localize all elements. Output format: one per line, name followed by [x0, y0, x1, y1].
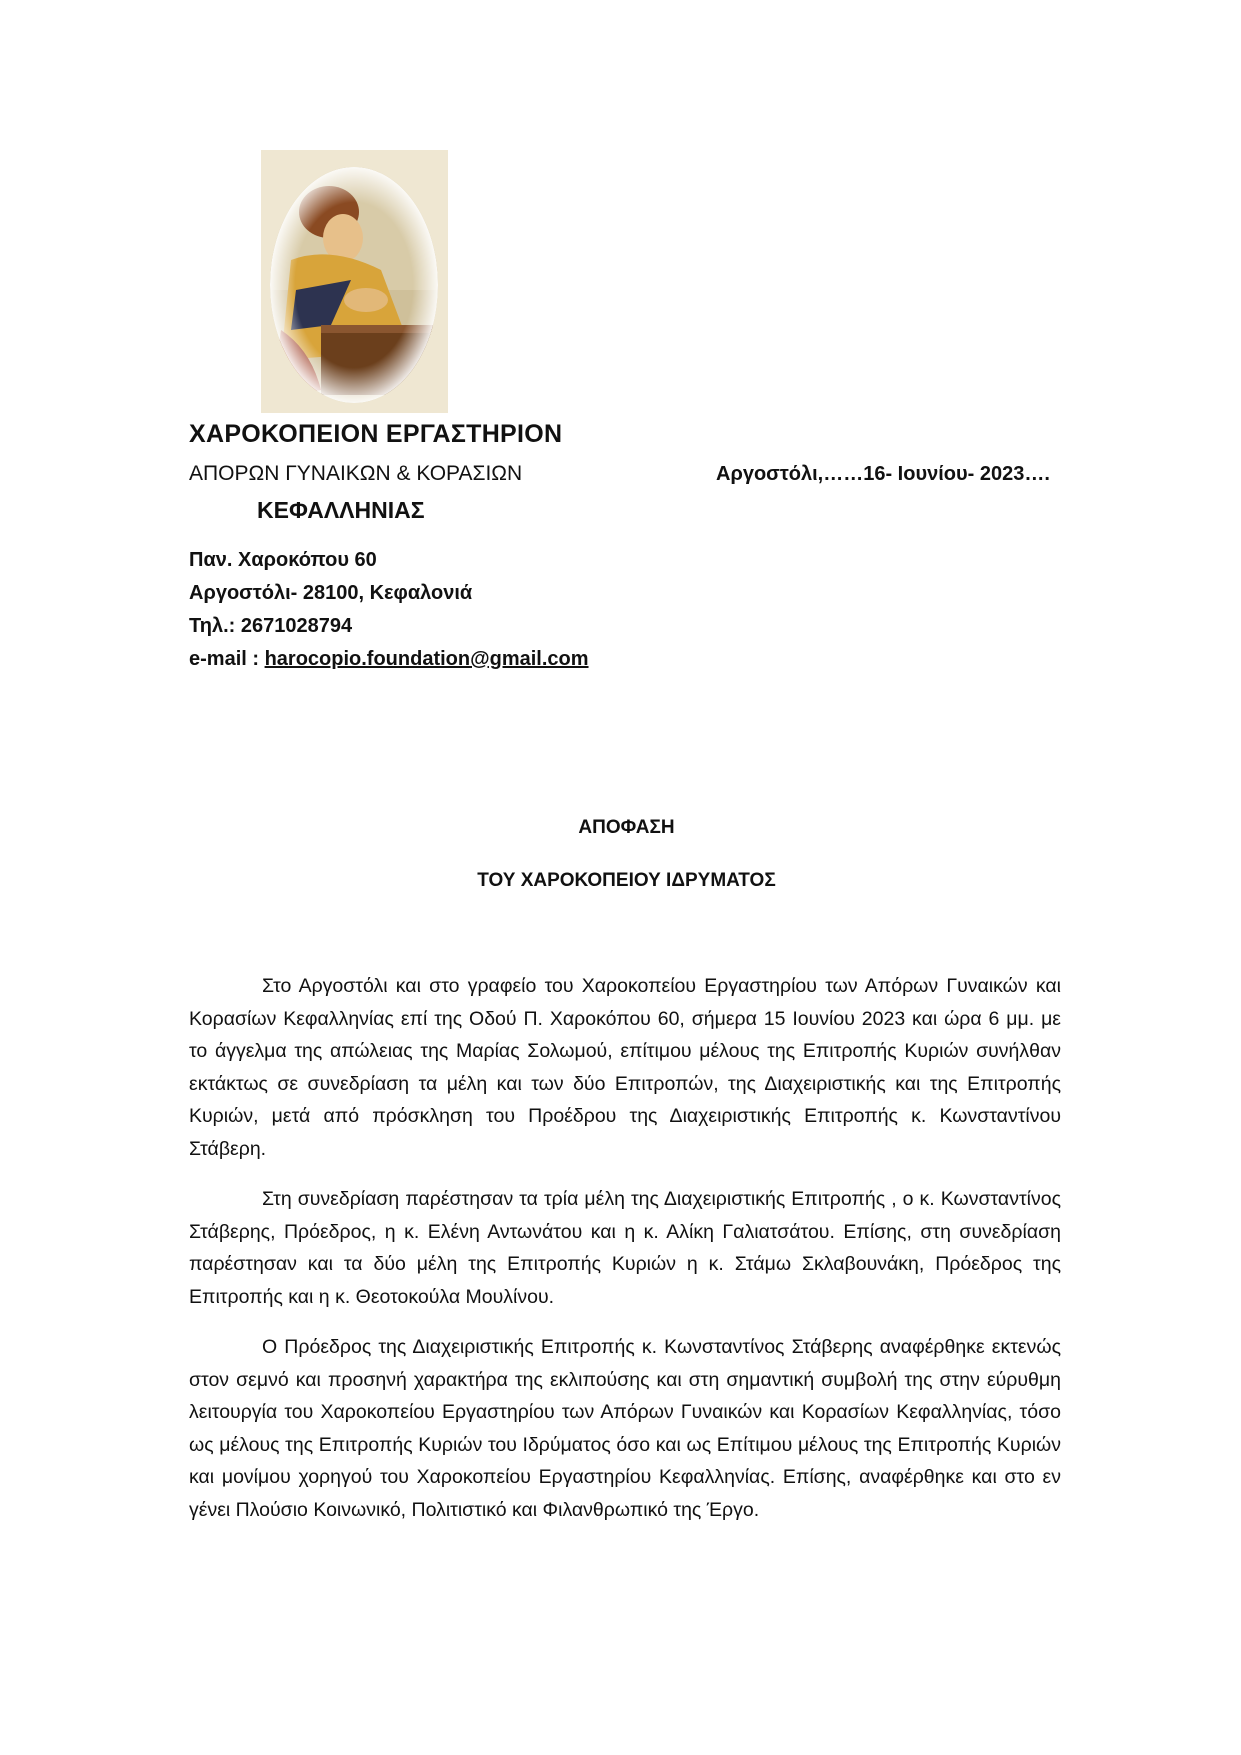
contact-city: Αργοστόλι- 28100, Κεφαλονιά: [189, 582, 473, 604]
email-label: e-mail :: [189, 648, 265, 670]
body-paragraph: Στη συνεδρίαση παρέστησαν τα τρία μέλη της Διαχειριστικής Επιτροπής , ο κ. Κωνσταντίνος Στάβερης, Πρόεδρος, η κ. Ελένη Αντωνάτου και η κ. Αλίκη Γαλιατσάτου. Επίσης, στη συνεδρίαση παρέστησαν και τα δύο μέλη της Επιτροπής Κυριών η κ. Στάμω Σκλαβουνάκη, Πρόεδρος της Επιτροπής και η κ. Θεοτοκούλα Μουλίνου.: [189, 1188, 1061, 1308]
contact-address: Παν. Χαροκόπου 60: [189, 549, 377, 571]
contact-block: [189, 544, 589, 676]
document-date: Αργοστόλι,……16- Ιουνίου- 2023….: [716, 463, 1050, 485]
lacemaker-portrait-logo: [261, 150, 448, 413]
body-paragraph: Στο Αργοστόλι και στο γραφείο του Χαροκοπείου Εργαστηρίου των Απόρων Γυναικών και Κορασίων Κεφαλληνίας επί της Οδού Π. Χαροκόπου 60, σήμερα 15 Ιουνίου 2023 και ώρα 6 μμ. με το άγγελμα της απώλειας της Μαρίας Σολωμού, επίτιμου μέλους της Επιτροπής Κυριών συνήλθαν εκτάκτως σε συνεδρίαση τα μέλη και των δύο Επιτροπών, της Διαχειριστικής και της Επιτροπής Κυριών, μετά από πρόσκληση του Προέδρου της Διαχειριστικής Επιτροπής κ. Κωνσταντίνου Στάβερη.: [189, 975, 1061, 1160]
contact-email-row: [189, 643, 589, 676]
org-name-line3: ΚΕΦΑΛΛΗΝΙΑΣ: [257, 497, 425, 523]
contact-phone: Τηλ.: 2671028794: [189, 615, 353, 637]
document-body: [189, 970, 1061, 1544]
document-subtitle: ΤΟΥ ΧΑΡΟΚΟΠΕΙΟΥ ΙΔΡΥΜΑΤΟΣ: [477, 870, 776, 891]
body-paragraph: Ο Πρόεδρος της Διαχειριστικής Επιτροπής κ. Κωνσταντίνος Στάβερης αναφέρθηκε εκτενώς στον σεμνό και προσηνή χαρακτήρα της εκλιπούσης και στη σημαντική συμβολή της στην εύρυθμη λειτουργία του Χαροκοπείου Εργαστηρίου των Απόρων Γυναικών και Κορασίων Κεφαλληνίας, τόσο ως μέλους της Επιτροπής Κυριών του Ιδρύματος όσο και ως Επίτιμου μέλους της Επιτροπής Κυριών και μονίμου χορηγού του Χαροκοπείου Εργαστηρίου Κεφαλληνίας. Επίσης, αναφέρθηκε και στο εν γένει Πλούσιο Κοινωνικό, Πολιτιστικό και Φιλανθρωπικό της Έργο.: [189, 1336, 1061, 1521]
document-title: ΑΠΟΦΑΣΗ: [578, 817, 675, 838]
org-name-line2: ΑΠΟΡΩΝ ΓΥΝΑΙΚΩΝ & ΚΟΡΑΣΙΩΝ: [189, 462, 523, 485]
org-name-line1: ΧΑΡΟΚΟΠΕΙΟΝ ΕΡΓΑΣΤΗΡΙΟΝ: [189, 420, 563, 448]
email-link[interactable]: harocopio.foundation@gmail.com: [264, 648, 589, 670]
